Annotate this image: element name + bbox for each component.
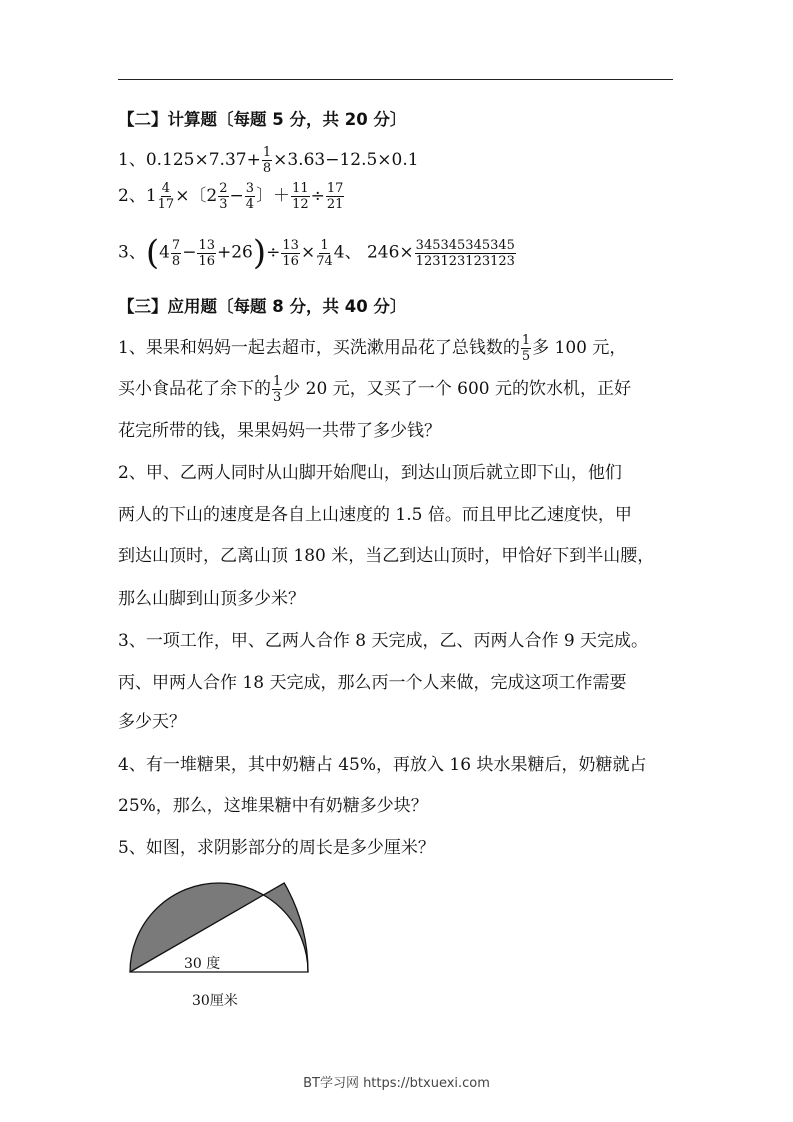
expr-text: 少 20 元，又买了一个 600 元的饮水机，正好: [283, 379, 631, 399]
expr-text: 25%，那么，这堆果糖中有奶糖多少块？: [118, 796, 428, 816]
denominator: 4: [245, 197, 255, 212]
expr-text: 〕＋: [256, 186, 291, 206]
expr-text: 4、 246×: [333, 242, 414, 263]
numerator: 1: [320, 237, 329, 253]
denominator: 16: [282, 253, 299, 269]
expr-text: ×〔2: [175, 186, 218, 206]
angle-label: 30 度: [184, 956, 221, 972]
expr-text: 5、如图，求阴影部分的周长是多少厘米？: [118, 838, 435, 858]
expr-text: +26: [217, 242, 253, 263]
numerator: 1: [273, 374, 282, 389]
numerator: 345345345345: [415, 237, 515, 253]
expr-text: 4、有一堆糖果，其中奶糖占 45%，再放入 16 块水果糖后，奶糖就占: [118, 755, 647, 775]
expr-text: 那么山脚到山顶多少米？: [118, 589, 305, 609]
denominator: 16: [198, 253, 215, 269]
denominator: 123123123123: [415, 253, 515, 269]
numerator: 13: [282, 237, 299, 253]
denominator: 8: [262, 161, 272, 176]
expr-text: 1、0.125×7.37+: [118, 150, 261, 170]
denominator: 21: [326, 197, 344, 212]
expr-text: 丙、甲两人合作 18 天完成，那么丙一个人来做，完成这项工作需要: [118, 673, 627, 693]
expr-text: ÷: [310, 186, 325, 206]
expr-text: 花完所带的钱，果果妈妈一共带了多少钱？: [118, 421, 441, 441]
expr-text: 4: [159, 242, 170, 263]
expr-text: ×: [300, 242, 316, 263]
numerator: 1: [262, 145, 272, 160]
expr-text: 3、: [118, 242, 146, 263]
numerator: 7: [171, 237, 181, 253]
footer-watermark: BT学习网 https://btxuexi.com: [303, 1076, 490, 1091]
expr-text: −: [182, 242, 197, 263]
numerator: 13: [198, 237, 215, 253]
denominator: 17: [157, 197, 175, 212]
expr-text: 到达山顶时，乙离山顶 180 米，当乙到达山顶时，甲恰好下到半山腰，: [118, 546, 655, 566]
section3-title: 【三】应用题〔每题 8 分，共 40 分〕: [118, 297, 407, 316]
bracket: ): [252, 233, 267, 273]
expr-text: −: [229, 186, 244, 206]
denominator: 3: [219, 197, 228, 212]
expr-text: 1、果果和妈妈一起去超市，买洗漱用品花了总钱数的: [118, 338, 520, 358]
denominator: 5: [521, 349, 531, 364]
denominator: 3: [273, 390, 282, 405]
numerator: 3: [245, 181, 255, 196]
expr-text: ÷: [266, 242, 281, 263]
denominator: 8: [171, 253, 181, 269]
expr-text: 2、1: [118, 186, 157, 206]
numerator: 4: [161, 181, 171, 196]
section2-title: 【二】计算题〔每题 5 分，共 20 分〕: [118, 110, 407, 129]
expr-text: 买小食品花了余下的: [118, 379, 271, 399]
length-label: 30厘米: [192, 993, 238, 1009]
expr-text: 多少天？: [118, 712, 186, 732]
denominator: 12: [292, 197, 309, 212]
numerator: 2: [219, 181, 228, 196]
expr-text: ×3.63−12.5×0.1: [273, 150, 419, 170]
numerator: 17: [326, 181, 344, 196]
expr-text: 两人的下山的速度是各自上山速度的 1.5 倍。而且甲比乙速度快，甲: [118, 505, 632, 525]
bracket: (: [145, 233, 160, 273]
numerator: 11: [292, 181, 309, 196]
numerator: 1: [521, 333, 531, 348]
expr-text: 2、甲、乙两人同时从山脚开始爬山，到达山顶后就立即下山，他们: [118, 463, 622, 483]
denominator: 74: [316, 253, 333, 269]
expr-text: 3、一项工作，甲、乙两人合作 8 天完成，乙、丙两人合作 9 天完成。: [118, 631, 649, 651]
expr-text: 多 100 元，: [532, 338, 627, 358]
